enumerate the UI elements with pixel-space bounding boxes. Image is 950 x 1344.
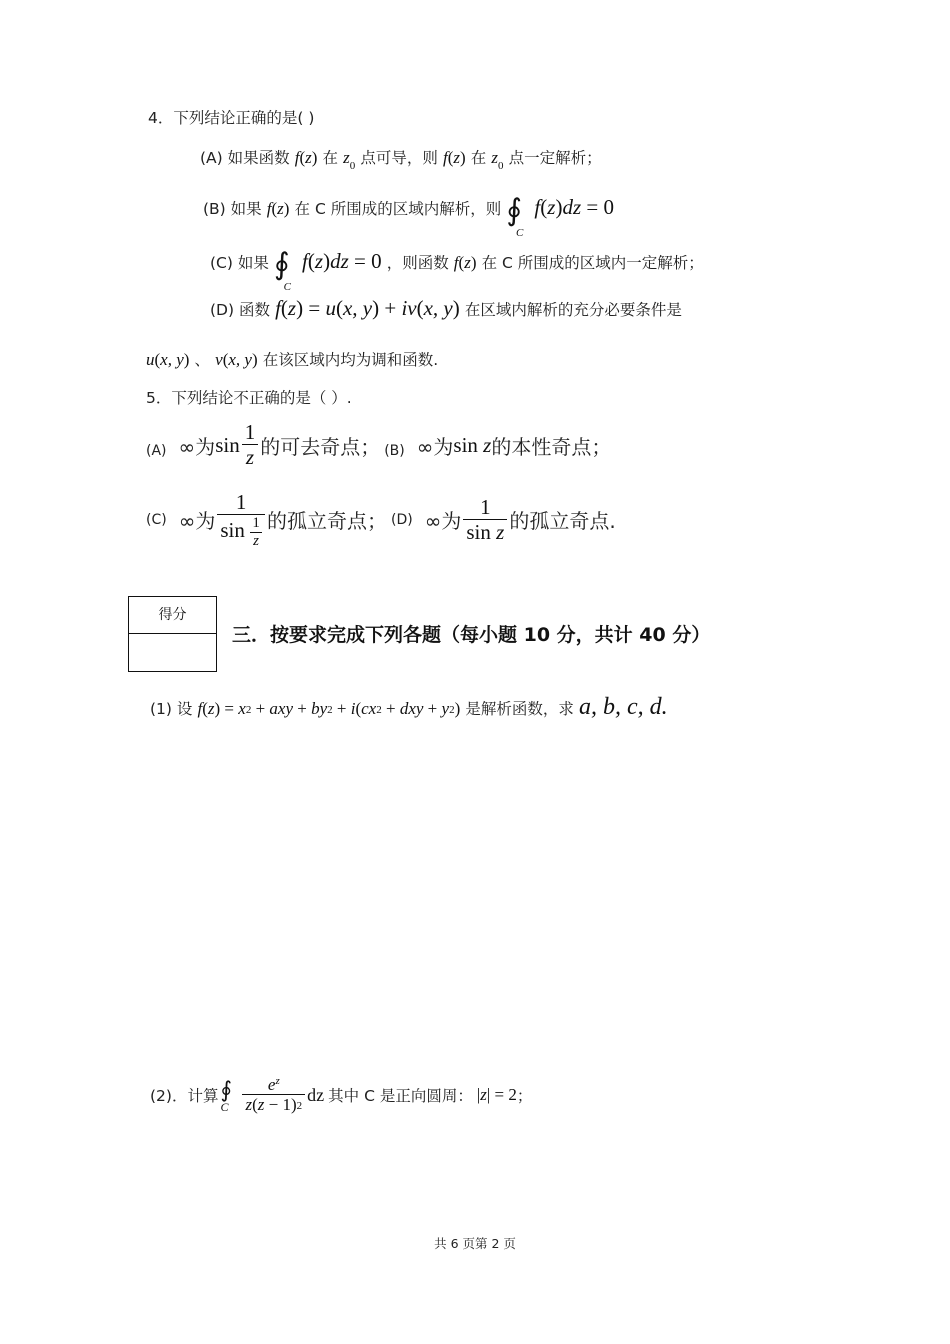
contour-integral-icon: ∮	[506, 193, 522, 228]
q4-d-sep: 、	[194, 351, 211, 369]
q4-d-text-end: 在该区域内均为调和函数.	[262, 351, 439, 369]
q5-a-fraction: $\frac{1}{z}$	[242, 420, 259, 470]
q5-d-pre: ∞为	[424, 509, 462, 534]
q4-option-b: (B) 如果 f(z) 在 C 所围成的区域内解析，则 $∮_C$ f(z)dz = 0	[203, 193, 614, 239]
problem-2: (2)．计算 ∮ C $\frac{e^z}{z(z - 1)2}$ dz 其中 C 是正向圆周： |z| = 2 ；	[150, 1070, 532, 1120]
q4-d-text: 在区域内解析的充分必要条件是	[464, 301, 682, 319]
q4-a-text-end: 点一定解析；	[508, 149, 602, 167]
q4-a-text-diff: 点可导，则	[360, 149, 438, 167]
problem-1-vars: a, b, c, d.	[578, 694, 668, 720]
problem-1-label: (1) 设	[150, 700, 193, 718]
score-box	[128, 596, 217, 672]
q5-b-pre: ∞为	[416, 434, 454, 459]
q4-c-label: (C) 如果	[210, 254, 269, 272]
q5-d-label: (D)	[390, 511, 413, 528]
q5-c-label: (C)	[146, 511, 167, 528]
problem-2-end: ；	[516, 1087, 533, 1105]
q4-c-text: ，则函数	[386, 254, 449, 272]
q4-option-d-continued: u(x, y) 、 v(x, y) 在该区域内均为调和函数.	[146, 350, 439, 369]
problem-1	[150, 694, 668, 721]
q5-c-pre: ∞为	[178, 509, 216, 534]
q5-a-post: 的可去奇点；	[260, 434, 381, 459]
section-three-heading: 三．按要求完成下列各题（每小题 10 分，共计 40 分）	[232, 624, 711, 646]
q5-row-cd	[146, 490, 616, 550]
q5-row-ab: (A) ∞为 sin $\frac{1}{z}$ 的可去奇点； (B) ∞为 sin z 的本性奇点；	[146, 420, 612, 470]
q5-d-fraction: $\frac{1}{\text{sin z}}$	[463, 495, 507, 545]
q4-b-text: 在 C 所围成的区域内解析，则	[294, 200, 502, 218]
q5-stem: 5．下列结论不正确的是（ ）.	[146, 389, 352, 407]
score-box-entry[interactable]	[129, 634, 216, 670]
q5-b-label: (B)	[384, 443, 405, 460]
q4-option-d	[210, 296, 682, 321]
contour-integral-icon: ∮	[273, 247, 290, 282]
q4-d-formula: f(z) = u(x, y) + iv(x, y)	[275, 296, 460, 320]
q4-a-label: (A) 如果函数	[200, 149, 290, 167]
q4-option-a: (A) 如果函数 f(z) 在 $z_0$ 点可导，则 f(z) 在 $z_0$ 点一定解析；	[200, 148, 602, 172]
q5-a-pre: ∞为	[178, 434, 216, 459]
q4-a-z0: $z_0$	[343, 148, 356, 172]
q4-d-label: (D) 函数	[210, 301, 270, 319]
q4-a-text-at: 在	[322, 149, 339, 167]
problem-2-label: (2)．计算	[150, 1087, 219, 1105]
problem-2-fraction: $\frac{e^z}{z(z - 1)2}$	[242, 1075, 305, 1116]
q5-a-label: (A)	[146, 443, 167, 460]
problem-1-text: 是解析函数，求	[465, 700, 574, 718]
q5-b-post: 的本性奇点；	[491, 434, 612, 459]
q5-c-fraction: 1 sin $\frac{1}{z}$	[217, 490, 265, 550]
problem-2-text: 其中 C 是正向圆周：	[328, 1087, 473, 1105]
score-box-label: 得分	[129, 597, 216, 634]
q5-c-post: 的孤立奇点；	[266, 509, 387, 534]
page-footer: 共 6 页第 2 页	[434, 1236, 516, 1251]
contour-integral-icon: ∮ C	[220, 1078, 232, 1114]
q4-a-fz: f	[294, 148, 300, 167]
q5-d-post: 的孤立奇点.	[509, 509, 616, 534]
q4-a-text-at2: 在	[470, 149, 487, 167]
q4-option-c: (C) 如果 $∮_C$ f(z)dz = 0 ，则函数 f(z) 在 C 所围成的区域内一定解析；	[210, 247, 704, 293]
q4-stem: 4．下列结论正确的是( )	[148, 109, 315, 127]
q4-b-label: (B) 如果	[203, 200, 262, 218]
problem-1-formula: f(z) = x2 + axy + by2 + i(cx2 + dxy + y2)	[197, 699, 461, 718]
q4-c-text-end: 在 C 所围成的区域内一定解析；	[481, 254, 704, 272]
